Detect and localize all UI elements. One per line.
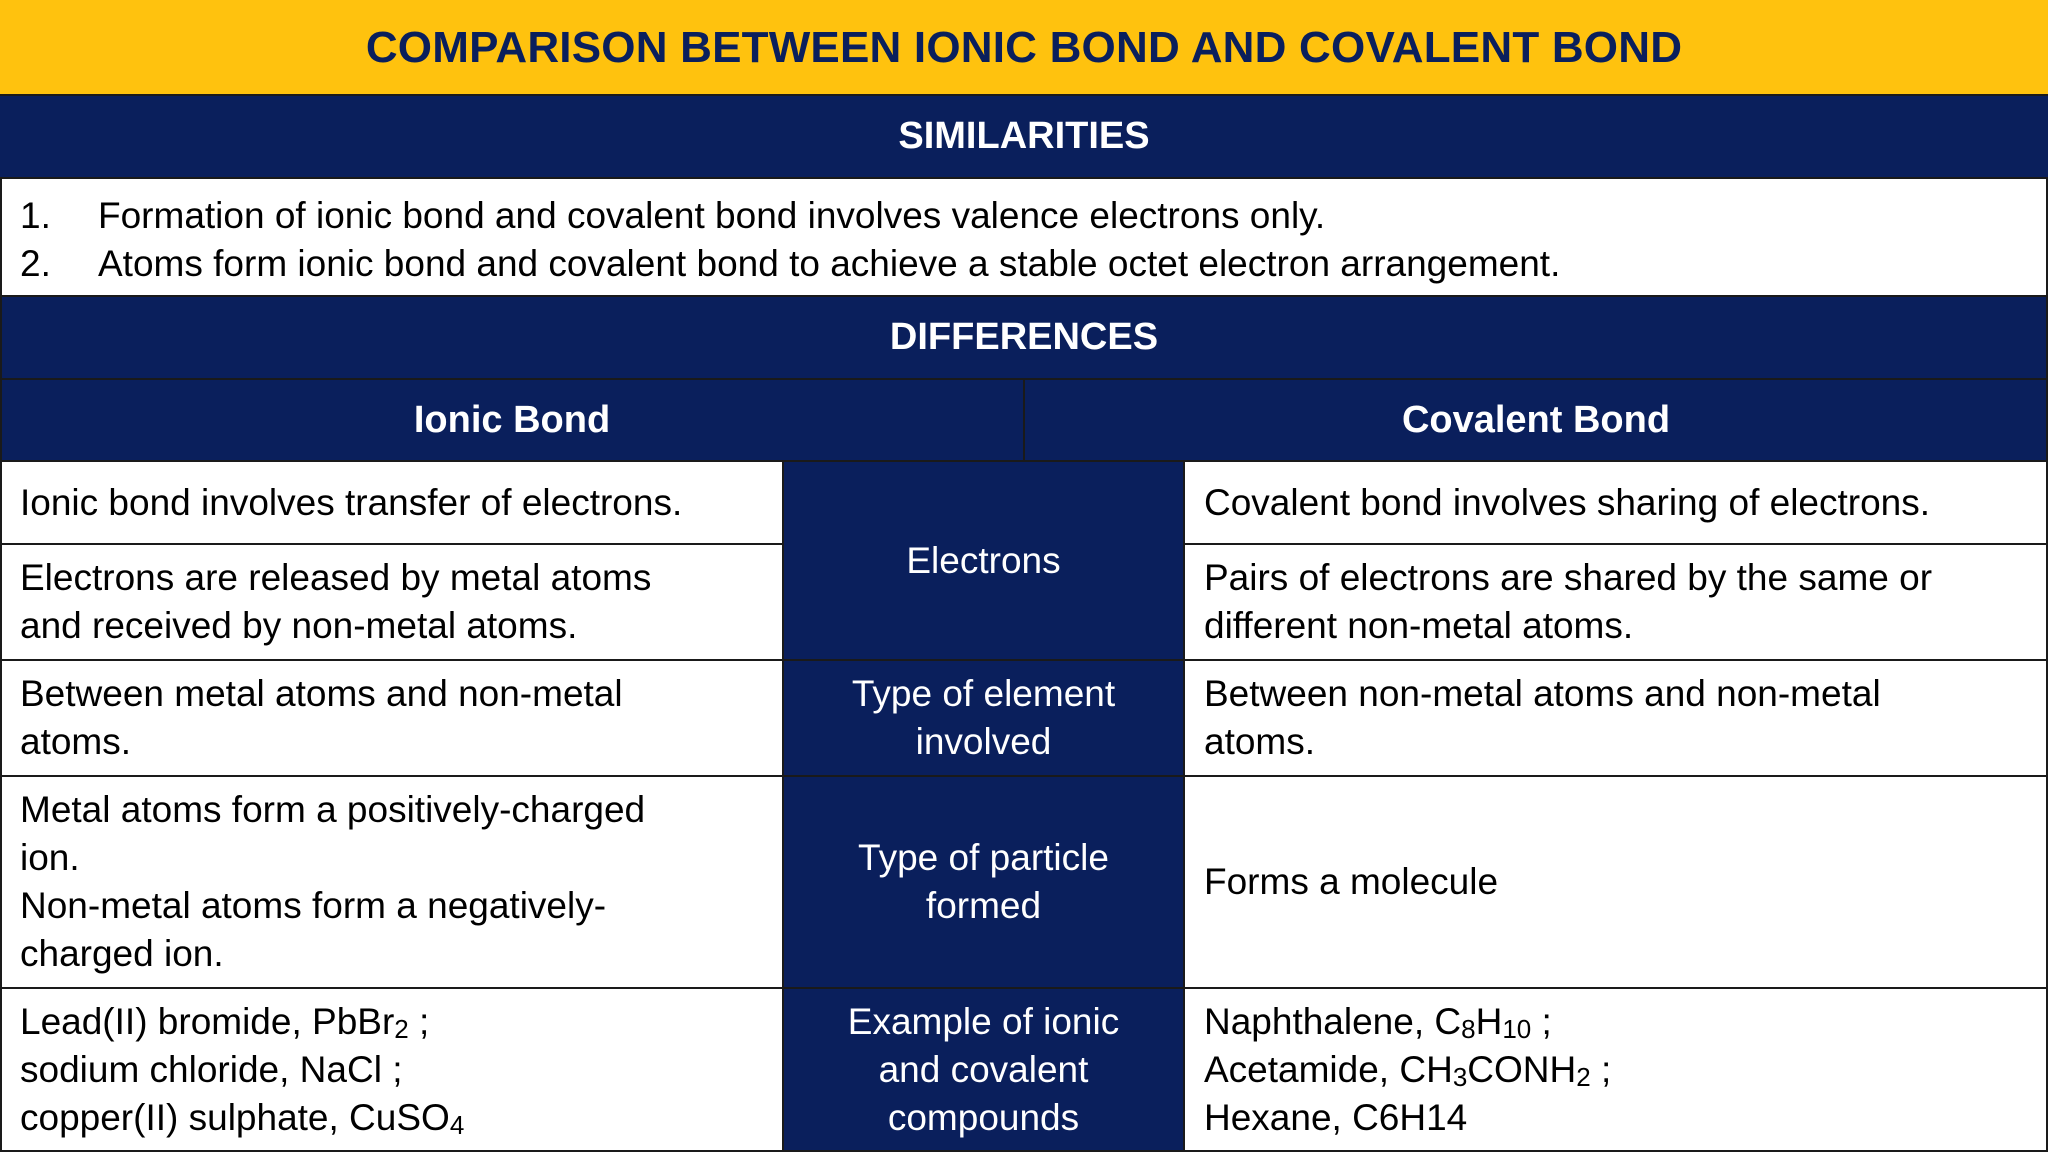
similarities-header: SIMILARITIES	[0, 95, 2048, 178]
divider	[0, 94, 2048, 96]
row-label-particle-type: Type of particle formed	[783, 776, 1184, 988]
divider	[0, 659, 2048, 661]
differences-header: DIFFERENCES	[0, 296, 2048, 379]
covalent-electrons-sharing: Covalent bond involves sharing of electrons.	[1204, 481, 1931, 523]
row-label-element-type: Type of element involved	[783, 660, 1184, 776]
divider	[0, 775, 2048, 777]
ionic-examples: Lead(II) bromide, PbBr$_2$ ; sodium chloride, NaCl ; copper(II) sulphate, CuSO$_4$	[20, 1001, 465, 1140]
similarity-text: Formation of ionic bond and covalent bond involves valence electrons only.	[98, 195, 1326, 236]
row-label-electrons: Electrons	[783, 461, 1184, 660]
ionic-particle-type: Metal atoms form a positively-charged ion. Non-metal atoms form a negatively- charged ion.	[20, 789, 646, 974]
divider	[1183, 461, 1185, 1152]
similarity-text: Atoms form ionic bond and covalent bond to achieve a stable octet electron arrangement.	[98, 243, 1561, 284]
covalent-element-type: Between non-metal atoms and non-metal atoms.	[1204, 673, 1881, 762]
column-header-ionic: Ionic Bond	[0, 379, 1024, 461]
divider	[0, 295, 2048, 297]
similarity-number: 1.	[20, 195, 51, 236]
ionic-electrons-transfer: Ionic bond involves transfer of electrons.	[20, 481, 683, 523]
page-title: COMPARISON BETWEEN IONIC BOND AND COVALENT BOND	[0, 0, 2048, 95]
covalent-examples: Naphthalene, $C_8H_{10}$ ; Acetamide, $CH_3CONH_2$ ; Hexane, C6H14	[1204, 1001, 1612, 1138]
similarities-list	[0, 178, 2048, 296]
column-header-covalent: Covalent Bond	[1024, 379, 2048, 461]
covalent-electrons-shared: Pairs of electrons are shared by the same or different non-metal atoms.	[1204, 557, 1933, 646]
divider	[782, 461, 784, 1152]
ionic-electrons-released: Electrons are released by metal atoms and received by non-metal atoms.	[20, 557, 652, 646]
ionic-element-type: Between metal atoms and non-metal atoms.	[20, 673, 623, 762]
divider	[0, 177, 2048, 179]
row-label-examples: Example of ionic and covalent compounds	[783, 988, 1184, 1152]
divider	[1184, 543, 2048, 545]
similarity-item	[20, 192, 2048, 240]
divider	[1023, 379, 1025, 461]
similarity-number: 2.	[20, 243, 51, 284]
covalent-particle-type: Forms a molecule	[1204, 861, 1499, 902]
divider	[0, 178, 2, 1152]
divider	[0, 987, 2048, 989]
similarity-item	[20, 240, 2048, 288]
divider	[0, 543, 783, 545]
